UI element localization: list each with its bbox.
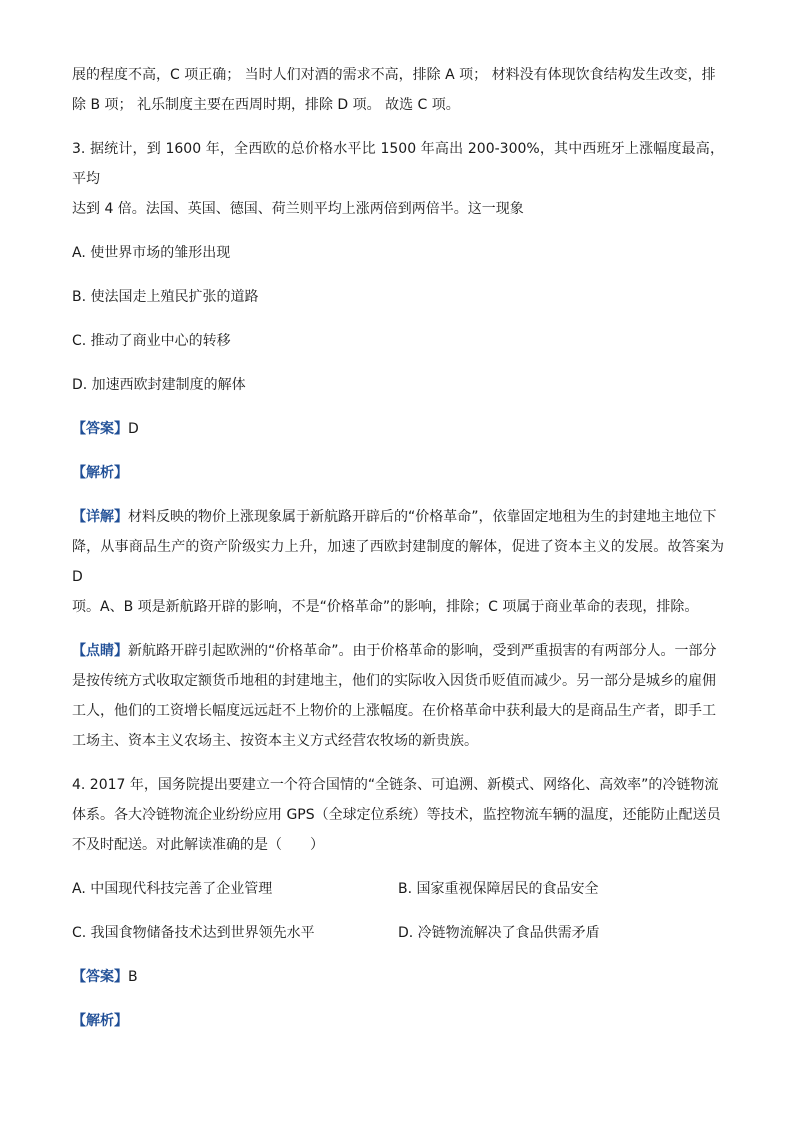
q4-options-row-1 — [72, 874, 724, 904]
q3-answer — [72, 414, 724, 444]
q4-answer-value: B — [128, 969, 138, 985]
q3-stem-line-1: 3. 据统计，到 1600 年，全西欧的总价格水平比 1500 年高出 200-300%，其中西班牙上涨幅度最高，平均 — [72, 141, 724, 187]
q4-options-row-2 — [72, 918, 724, 948]
q3-point-line-3: 工人，他们的工资增长幅度远远赶不上物价的上涨幅度。在价格革命中获利最大的是商品生产者，即手工 — [72, 703, 716, 719]
q4-answer-label: 【答案】 — [72, 969, 128, 985]
q3-option-d: D. 加速西欧封建制度的解体 — [72, 377, 246, 393]
q3-point-text-1: 新航路开辟引起欧洲的“价格革命”。由于价格革命的影响，受到严重损害的有两部分人。一部分 — [128, 643, 717, 659]
q3-point-line-4: 工场主、资本主义农场主、按资本主义方式经营农牧场的新贵族。 — [72, 733, 478, 749]
q3-detail-text-1: 材料反映的物价上涨现象属于新航路开辟后的“价格革命”，依靠固定地租为生的封建地主地位下 — [128, 509, 717, 525]
q3-detail-line-1 — [72, 502, 724, 532]
q4-stem-line-3: 不及时配送。对此解读准确的是（ ） — [72, 837, 324, 853]
q3-point-line-1 — [72, 636, 724, 666]
q3-option-b: B. 使法国走上殖民扩张的道路 — [72, 289, 259, 305]
q3-analysis-label: 【解析】 — [72, 465, 128, 481]
q4-option-c: C. 我国食物储备技术达到世界领先水平 — [72, 925, 315, 941]
q4-answer — [72, 962, 724, 992]
q4-option-a: A. 中国现代科技完善了企业管理 — [72, 881, 273, 897]
document-page — [72, 60, 724, 1036]
q3-option-c: C. 推动了商业中心的转移 — [72, 333, 231, 349]
q3-option-a: A. 使世界市场的雏形出现 — [72, 245, 231, 261]
q4-stem-line-1: 4. 2017 年，国务院提出要建立一个符合国情的“全链条、可追溯、新模式、网络化、高效率”的冷链物流 — [72, 777, 719, 793]
q4-stem-line-2: 体系。各大冷链物流企业纷纷应用 GPS（全球定位系统）等技术，监控物流车辆的温度，还能防止配送员 — [72, 807, 721, 823]
q3-answer-label: 【答案】 — [72, 421, 128, 437]
q3-answer-value: D — [128, 421, 139, 437]
prev-analysis-line-1: 展的程度不高，C 项正确； 当时人们对酒的需求不高，排除 A 项； 材料没有体现饮食结构发生改变，排 — [72, 67, 716, 83]
q3-stem-line-2: 达到 4 倍。法国、英国、德国、荷兰则平均上涨两倍到两倍半。这一现象 — [72, 201, 524, 217]
q3-detail-line-2: 降，从事商品生产的资产阶级实力上升，加速了西欧封建制度的解体，促进了资本主义的发展。故答案为 D — [72, 539, 724, 585]
prev-analysis-line-2: 除 B 项； 礼乐制度主要在西周时期，排除 D 项。 故选 C 项。 — [72, 97, 460, 113]
q4-analysis-label: 【解析】 — [72, 1013, 128, 1029]
q3-detail-label: 【详解】 — [72, 509, 128, 525]
q3-detail-line-3: 项。A、B 项是新航路开辟的影响，不是“价格革命”的影响，排除；C 项属于商业革命的表现，排除。 — [72, 599, 699, 615]
q3-point-label: 【点睛】 — [72, 643, 128, 659]
q3-point-line-2: 是按传统方式收取定额货币地租的封建地主，他们的实际收入因货币贬值而减少。另一部分是城乡的雇佣 — [72, 673, 716, 689]
q3-analysis-heading — [72, 458, 724, 488]
q4-option-b: B. 国家重视保障居民的食品安全 — [398, 881, 599, 897]
q4-option-d: D. 冷链物流解决了食品供需矛盾 — [398, 925, 600, 941]
q4-analysis-heading — [72, 1006, 724, 1036]
